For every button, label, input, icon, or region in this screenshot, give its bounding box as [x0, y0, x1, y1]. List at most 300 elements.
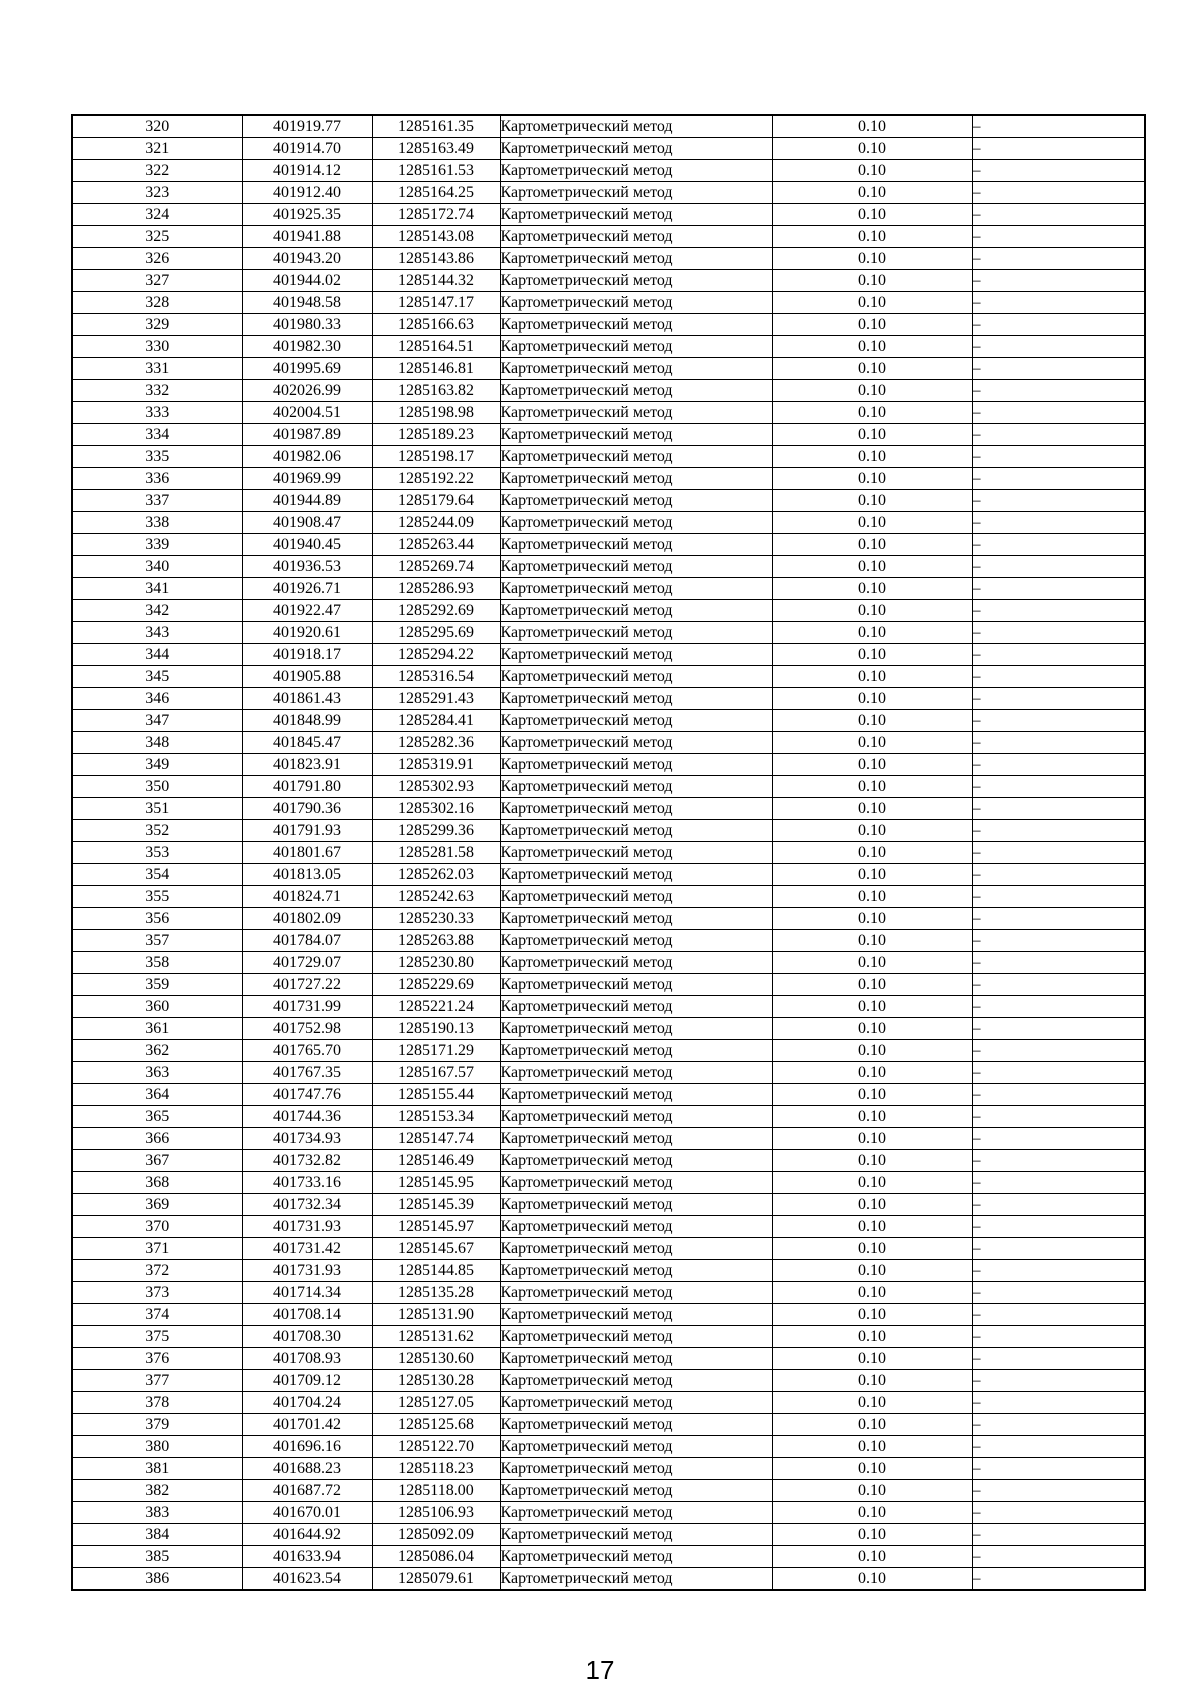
- x-coordinate-cell: 401633.94: [242, 1546, 372, 1568]
- accuracy-cell: 0.10: [772, 930, 972, 952]
- y-coordinate-cell: 1285079.61: [372, 1568, 500, 1591]
- x-coordinate-cell: 401925.35: [242, 204, 372, 226]
- x-coordinate-cell: 401940.45: [242, 534, 372, 556]
- table-row: [72, 1084, 1145, 1106]
- table-row: [72, 248, 1145, 270]
- note-cell: –: [972, 1282, 1145, 1304]
- accuracy-cell: 0.10: [772, 1238, 972, 1260]
- y-coordinate-cell: 1285092.09: [372, 1524, 500, 1546]
- method-cell: Картометрический метод: [500, 798, 772, 820]
- x-coordinate-cell: 402004.51: [242, 402, 372, 424]
- table-row: [72, 1106, 1145, 1128]
- y-coordinate-cell: 1285147.17: [372, 292, 500, 314]
- note-cell: –: [972, 1436, 1145, 1458]
- point-number-cell: 379: [72, 1414, 242, 1436]
- y-coordinate-cell: 1285144.85: [372, 1260, 500, 1282]
- note-cell: –: [972, 1546, 1145, 1568]
- table-row: [72, 1194, 1145, 1216]
- y-coordinate-cell: 1285118.23: [372, 1458, 500, 1480]
- accuracy-cell: 0.10: [772, 1018, 972, 1040]
- x-coordinate-cell: 401944.89: [242, 490, 372, 512]
- y-coordinate-cell: 1285229.69: [372, 974, 500, 996]
- y-coordinate-cell: 1285146.49: [372, 1150, 500, 1172]
- coordinates-table: [71, 114, 1146, 1591]
- accuracy-cell: 0.10: [772, 138, 972, 160]
- accuracy-cell: 0.10: [772, 842, 972, 864]
- table-row: [72, 732, 1145, 754]
- point-number-cell: 375: [72, 1326, 242, 1348]
- point-number-cell: 336: [72, 468, 242, 490]
- table-row: [72, 446, 1145, 468]
- y-coordinate-cell: 1285163.49: [372, 138, 500, 160]
- y-coordinate-cell: 1285143.86: [372, 248, 500, 270]
- note-cell: –: [972, 468, 1145, 490]
- point-number-cell: 333: [72, 402, 242, 424]
- x-coordinate-cell: 401734.93: [242, 1128, 372, 1150]
- x-coordinate-cell: 401914.12: [242, 160, 372, 182]
- method-cell: Картометрический метод: [500, 622, 772, 644]
- y-coordinate-cell: 1285230.33: [372, 908, 500, 930]
- x-coordinate-cell: 401765.70: [242, 1040, 372, 1062]
- method-cell: Картометрический метод: [500, 336, 772, 358]
- point-number-cell: 322: [72, 160, 242, 182]
- method-cell: Картометрический метод: [500, 1546, 772, 1568]
- accuracy-cell: 0.10: [772, 1326, 972, 1348]
- accuracy-cell: 0.10: [772, 886, 972, 908]
- method-cell: Картометрический метод: [500, 160, 772, 182]
- coordinates-table-body: [72, 115, 1145, 1590]
- method-cell: Картометрический метод: [500, 864, 772, 886]
- note-cell: –: [972, 754, 1145, 776]
- y-coordinate-cell: 1285192.22: [372, 468, 500, 490]
- y-coordinate-cell: 1285221.24: [372, 996, 500, 1018]
- point-number-cell: 362: [72, 1040, 242, 1062]
- accuracy-cell: 0.10: [772, 204, 972, 226]
- y-coordinate-cell: 1285161.35: [372, 115, 500, 138]
- y-coordinate-cell: 1285281.58: [372, 842, 500, 864]
- method-cell: Картометрический метод: [500, 820, 772, 842]
- table-row: [72, 115, 1145, 138]
- note-cell: –: [972, 1150, 1145, 1172]
- x-coordinate-cell: 401801.67: [242, 842, 372, 864]
- y-coordinate-cell: 1285190.13: [372, 1018, 500, 1040]
- point-number-cell: 363: [72, 1062, 242, 1084]
- note-cell: –: [972, 974, 1145, 996]
- table-row: [72, 204, 1145, 226]
- x-coordinate-cell: 401688.23: [242, 1458, 372, 1480]
- y-coordinate-cell: 1285299.36: [372, 820, 500, 842]
- method-cell: Картометрический метод: [500, 776, 772, 798]
- table-row: [72, 314, 1145, 336]
- table-row: [72, 622, 1145, 644]
- point-number-cell: 324: [72, 204, 242, 226]
- accuracy-cell: 0.10: [772, 1194, 972, 1216]
- table-row: [72, 644, 1145, 666]
- table-row: [72, 358, 1145, 380]
- x-coordinate-cell: 402026.99: [242, 380, 372, 402]
- note-cell: –: [972, 1348, 1145, 1370]
- accuracy-cell: 0.10: [772, 380, 972, 402]
- table-row: [72, 930, 1145, 952]
- note-cell: –: [972, 864, 1145, 886]
- note-cell: –: [972, 1502, 1145, 1524]
- table-row: [72, 1546, 1145, 1568]
- method-cell: Картометрический метод: [500, 138, 772, 160]
- point-number-cell: 365: [72, 1106, 242, 1128]
- accuracy-cell: 0.10: [772, 1106, 972, 1128]
- accuracy-cell: 0.10: [772, 490, 972, 512]
- x-coordinate-cell: 401982.30: [242, 336, 372, 358]
- note-cell: –: [972, 1568, 1145, 1591]
- table-row: [72, 710, 1145, 732]
- point-number-cell: 328: [72, 292, 242, 314]
- note-cell: –: [972, 1238, 1145, 1260]
- accuracy-cell: 0.10: [772, 974, 972, 996]
- point-number-cell: 383: [72, 1502, 242, 1524]
- table-row: [72, 1326, 1145, 1348]
- point-number-cell: 351: [72, 798, 242, 820]
- y-coordinate-cell: 1285230.80: [372, 952, 500, 974]
- table-row: [72, 974, 1145, 996]
- y-coordinate-cell: 1285167.57: [372, 1062, 500, 1084]
- y-coordinate-cell: 1285198.17: [372, 446, 500, 468]
- y-coordinate-cell: 1285302.93: [372, 776, 500, 798]
- method-cell: Картометрический метод: [500, 292, 772, 314]
- x-coordinate-cell: 401767.35: [242, 1062, 372, 1084]
- table-row: [72, 336, 1145, 358]
- method-cell: Картометрический метод: [500, 1084, 772, 1106]
- point-number-cell: 367: [72, 1150, 242, 1172]
- table-row: [72, 666, 1145, 688]
- accuracy-cell: 0.10: [772, 1524, 972, 1546]
- note-cell: –: [972, 226, 1145, 248]
- method-cell: Картометрический метод: [500, 1348, 772, 1370]
- y-coordinate-cell: 1285086.04: [372, 1546, 500, 1568]
- point-number-cell: 369: [72, 1194, 242, 1216]
- method-cell: Картометрический метод: [500, 1018, 772, 1040]
- table-row: [72, 1414, 1145, 1436]
- method-cell: Картометрический метод: [500, 1414, 772, 1436]
- point-number-cell: 386: [72, 1568, 242, 1591]
- accuracy-cell: 0.10: [772, 754, 972, 776]
- x-coordinate-cell: 401848.99: [242, 710, 372, 732]
- note-cell: –: [972, 424, 1145, 446]
- accuracy-cell: 0.10: [772, 1216, 972, 1238]
- note-cell: –: [972, 820, 1145, 842]
- method-cell: Картометрический метод: [500, 424, 772, 446]
- y-coordinate-cell: 1285291.43: [372, 688, 500, 710]
- accuracy-cell: 0.10: [772, 556, 972, 578]
- x-coordinate-cell: 401922.47: [242, 600, 372, 622]
- point-number-cell: 343: [72, 622, 242, 644]
- accuracy-cell: 0.10: [772, 1370, 972, 1392]
- x-coordinate-cell: 401845.47: [242, 732, 372, 754]
- method-cell: Картометрический метод: [500, 974, 772, 996]
- accuracy-cell: 0.10: [772, 336, 972, 358]
- accuracy-cell: 0.10: [772, 226, 972, 248]
- note-cell: –: [972, 952, 1145, 974]
- table-row: [72, 1458, 1145, 1480]
- table-row: [72, 842, 1145, 864]
- note-cell: –: [972, 248, 1145, 270]
- point-number-cell: 356: [72, 908, 242, 930]
- point-number-cell: 321: [72, 138, 242, 160]
- y-coordinate-cell: 1285172.74: [372, 204, 500, 226]
- point-number-cell: 325: [72, 226, 242, 248]
- x-coordinate-cell: 401733.16: [242, 1172, 372, 1194]
- note-cell: –: [972, 292, 1145, 314]
- x-coordinate-cell: 401732.34: [242, 1194, 372, 1216]
- method-cell: Картометрический метод: [500, 226, 772, 248]
- y-coordinate-cell: 1285302.16: [372, 798, 500, 820]
- table-row: [72, 1392, 1145, 1414]
- point-number-cell: 320: [72, 115, 242, 138]
- x-coordinate-cell: 401731.93: [242, 1260, 372, 1282]
- note-cell: –: [972, 842, 1145, 864]
- table-row: [72, 424, 1145, 446]
- method-cell: Картометрический метод: [500, 1524, 772, 1546]
- x-coordinate-cell: 401802.09: [242, 908, 372, 930]
- table-row: [72, 754, 1145, 776]
- table-row: [72, 1436, 1145, 1458]
- accuracy-cell: 0.10: [772, 622, 972, 644]
- x-coordinate-cell: 401944.02: [242, 270, 372, 292]
- method-cell: Картометрический метод: [500, 248, 772, 270]
- point-number-cell: 323: [72, 182, 242, 204]
- point-number-cell: 377: [72, 1370, 242, 1392]
- method-cell: Картометрический метод: [500, 732, 772, 754]
- table-row: [72, 776, 1145, 798]
- note-cell: –: [972, 908, 1145, 930]
- note-cell: –: [972, 710, 1145, 732]
- point-number-cell: 374: [72, 1304, 242, 1326]
- method-cell: Картометрический метод: [500, 490, 772, 512]
- point-number-cell: 350: [72, 776, 242, 798]
- y-coordinate-cell: 1285263.88: [372, 930, 500, 952]
- y-coordinate-cell: 1285131.62: [372, 1326, 500, 1348]
- table-row: [72, 1480, 1145, 1502]
- method-cell: Картометрический метод: [500, 1106, 772, 1128]
- note-cell: –: [972, 1084, 1145, 1106]
- point-number-cell: 353: [72, 842, 242, 864]
- note-cell: –: [972, 1062, 1145, 1084]
- x-coordinate-cell: 401905.88: [242, 666, 372, 688]
- y-coordinate-cell: 1285242.63: [372, 886, 500, 908]
- x-coordinate-cell: 401670.01: [242, 1502, 372, 1524]
- x-coordinate-cell: 401980.33: [242, 314, 372, 336]
- x-coordinate-cell: 401784.07: [242, 930, 372, 952]
- table-row: [72, 1238, 1145, 1260]
- x-coordinate-cell: 401791.93: [242, 820, 372, 842]
- point-number-cell: 364: [72, 1084, 242, 1106]
- x-coordinate-cell: 401752.98: [242, 1018, 372, 1040]
- y-coordinate-cell: 1285189.23: [372, 424, 500, 446]
- accuracy-cell: 0.10: [772, 864, 972, 886]
- point-number-cell: 352: [72, 820, 242, 842]
- x-coordinate-cell: 401790.36: [242, 798, 372, 820]
- note-cell: –: [972, 578, 1145, 600]
- y-coordinate-cell: 1285294.22: [372, 644, 500, 666]
- table-row: [72, 182, 1145, 204]
- note-cell: –: [972, 446, 1145, 468]
- accuracy-cell: 0.10: [772, 160, 972, 182]
- note-cell: –: [972, 358, 1145, 380]
- method-cell: Картометрический метод: [500, 1480, 772, 1502]
- method-cell: Картометрический метод: [500, 886, 772, 908]
- method-cell: Картометрический метод: [500, 1172, 772, 1194]
- x-coordinate-cell: 401926.71: [242, 578, 372, 600]
- table-row: [72, 138, 1145, 160]
- y-coordinate-cell: 1285269.74: [372, 556, 500, 578]
- note-cell: –: [972, 182, 1145, 204]
- note-cell: –: [972, 1040, 1145, 1062]
- x-coordinate-cell: 401969.99: [242, 468, 372, 490]
- table-row: [72, 292, 1145, 314]
- accuracy-cell: 0.10: [772, 402, 972, 424]
- accuracy-cell: 0.10: [772, 314, 972, 336]
- note-cell: –: [972, 1304, 1145, 1326]
- y-coordinate-cell: 1285127.05: [372, 1392, 500, 1414]
- y-coordinate-cell: 1285286.93: [372, 578, 500, 600]
- accuracy-cell: 0.10: [772, 1392, 972, 1414]
- note-cell: –: [972, 556, 1145, 578]
- method-cell: Картометрический метод: [500, 1128, 772, 1150]
- accuracy-cell: 0.10: [772, 798, 972, 820]
- y-coordinate-cell: 1285164.51: [372, 336, 500, 358]
- method-cell: Картометрический метод: [500, 644, 772, 666]
- method-cell: Картометрический метод: [500, 358, 772, 380]
- table-row: [72, 1370, 1145, 1392]
- table-row: [72, 512, 1145, 534]
- accuracy-cell: 0.10: [772, 1458, 972, 1480]
- point-number-cell: 338: [72, 512, 242, 534]
- y-coordinate-cell: 1285135.28: [372, 1282, 500, 1304]
- method-cell: Картометрический метод: [500, 578, 772, 600]
- point-number-cell: 332: [72, 380, 242, 402]
- x-coordinate-cell: 401708.14: [242, 1304, 372, 1326]
- method-cell: Картометрический метод: [500, 1326, 772, 1348]
- method-cell: Картометрический метод: [500, 270, 772, 292]
- note-cell: –: [972, 138, 1145, 160]
- point-number-cell: 331: [72, 358, 242, 380]
- point-number-cell: 337: [72, 490, 242, 512]
- x-coordinate-cell: 401861.43: [242, 688, 372, 710]
- point-number-cell: 358: [72, 952, 242, 974]
- method-cell: Картометрический метод: [500, 512, 772, 534]
- x-coordinate-cell: 401908.47: [242, 512, 372, 534]
- y-coordinate-cell: 1285155.44: [372, 1084, 500, 1106]
- x-coordinate-cell: 401687.72: [242, 1480, 372, 1502]
- x-coordinate-cell: 401744.36: [242, 1106, 372, 1128]
- method-cell: Картометрический метод: [500, 534, 772, 556]
- accuracy-cell: 0.10: [772, 358, 972, 380]
- accuracy-cell: 0.10: [772, 1084, 972, 1106]
- accuracy-cell: 0.10: [772, 600, 972, 622]
- accuracy-cell: 0.10: [772, 1150, 972, 1172]
- table-row: [72, 1282, 1145, 1304]
- accuracy-cell: 0.10: [772, 292, 972, 314]
- accuracy-cell: 0.10: [772, 578, 972, 600]
- method-cell: Картометрический метод: [500, 1304, 772, 1326]
- table-row: [72, 688, 1145, 710]
- note-cell: –: [972, 1128, 1145, 1150]
- point-number-cell: 366: [72, 1128, 242, 1150]
- table-row: [72, 1062, 1145, 1084]
- accuracy-cell: 0.10: [772, 468, 972, 490]
- table-row: [72, 820, 1145, 842]
- point-number-cell: 345: [72, 666, 242, 688]
- note-cell: –: [972, 798, 1145, 820]
- accuracy-cell: 0.10: [772, 776, 972, 798]
- point-number-cell: 348: [72, 732, 242, 754]
- method-cell: Картометрический метод: [500, 446, 772, 468]
- table-row: [72, 886, 1145, 908]
- accuracy-cell: 0.10: [772, 908, 972, 930]
- table-row: [72, 1018, 1145, 1040]
- point-number-cell: 349: [72, 754, 242, 776]
- x-coordinate-cell: 401731.93: [242, 1216, 372, 1238]
- y-coordinate-cell: 1285143.08: [372, 226, 500, 248]
- method-cell: Картометрический метод: [500, 1436, 772, 1458]
- x-coordinate-cell: 401714.34: [242, 1282, 372, 1304]
- point-number-cell: 376: [72, 1348, 242, 1370]
- note-cell: –: [972, 270, 1145, 292]
- note-cell: –: [972, 1018, 1145, 1040]
- point-number-cell: 359: [72, 974, 242, 996]
- table-row: [72, 1568, 1145, 1591]
- note-cell: –: [972, 336, 1145, 358]
- method-cell: Картометрический метод: [500, 996, 772, 1018]
- accuracy-cell: 0.10: [772, 820, 972, 842]
- point-number-cell: 357: [72, 930, 242, 952]
- y-coordinate-cell: 1285106.93: [372, 1502, 500, 1524]
- note-cell: –: [972, 115, 1145, 138]
- x-coordinate-cell: 401941.88: [242, 226, 372, 248]
- x-coordinate-cell: 401912.40: [242, 182, 372, 204]
- method-cell: Картометрический метод: [500, 468, 772, 490]
- note-cell: –: [972, 1524, 1145, 1546]
- method-cell: Картометрический метод: [500, 600, 772, 622]
- table-row: [72, 1216, 1145, 1238]
- point-number-cell: 327: [72, 270, 242, 292]
- point-number-cell: 355: [72, 886, 242, 908]
- y-coordinate-cell: 1285171.29: [372, 1040, 500, 1062]
- page-number: 17: [585, 1655, 615, 1685]
- accuracy-cell: 0.10: [772, 248, 972, 270]
- note-cell: –: [972, 1194, 1145, 1216]
- method-cell: Картометрический метод: [500, 1458, 772, 1480]
- x-coordinate-cell: 401709.12: [242, 1370, 372, 1392]
- method-cell: Картометрический метод: [500, 754, 772, 776]
- method-cell: Картометрический метод: [500, 1216, 772, 1238]
- note-cell: –: [972, 1414, 1145, 1436]
- table-row: [72, 556, 1145, 578]
- y-coordinate-cell: 1285153.34: [372, 1106, 500, 1128]
- point-number-cell: 342: [72, 600, 242, 622]
- point-number-cell: 372: [72, 1260, 242, 1282]
- y-coordinate-cell: 1285198.98: [372, 402, 500, 424]
- y-coordinate-cell: 1285125.68: [372, 1414, 500, 1436]
- note-cell: –: [972, 1458, 1145, 1480]
- point-number-cell: 334: [72, 424, 242, 446]
- accuracy-cell: 0.10: [772, 446, 972, 468]
- method-cell: Картометрический метод: [500, 952, 772, 974]
- accuracy-cell: 0.10: [772, 1480, 972, 1502]
- x-coordinate-cell: 401823.91: [242, 754, 372, 776]
- y-coordinate-cell: 1285262.03: [372, 864, 500, 886]
- x-coordinate-cell: 401995.69: [242, 358, 372, 380]
- table-row: [72, 160, 1145, 182]
